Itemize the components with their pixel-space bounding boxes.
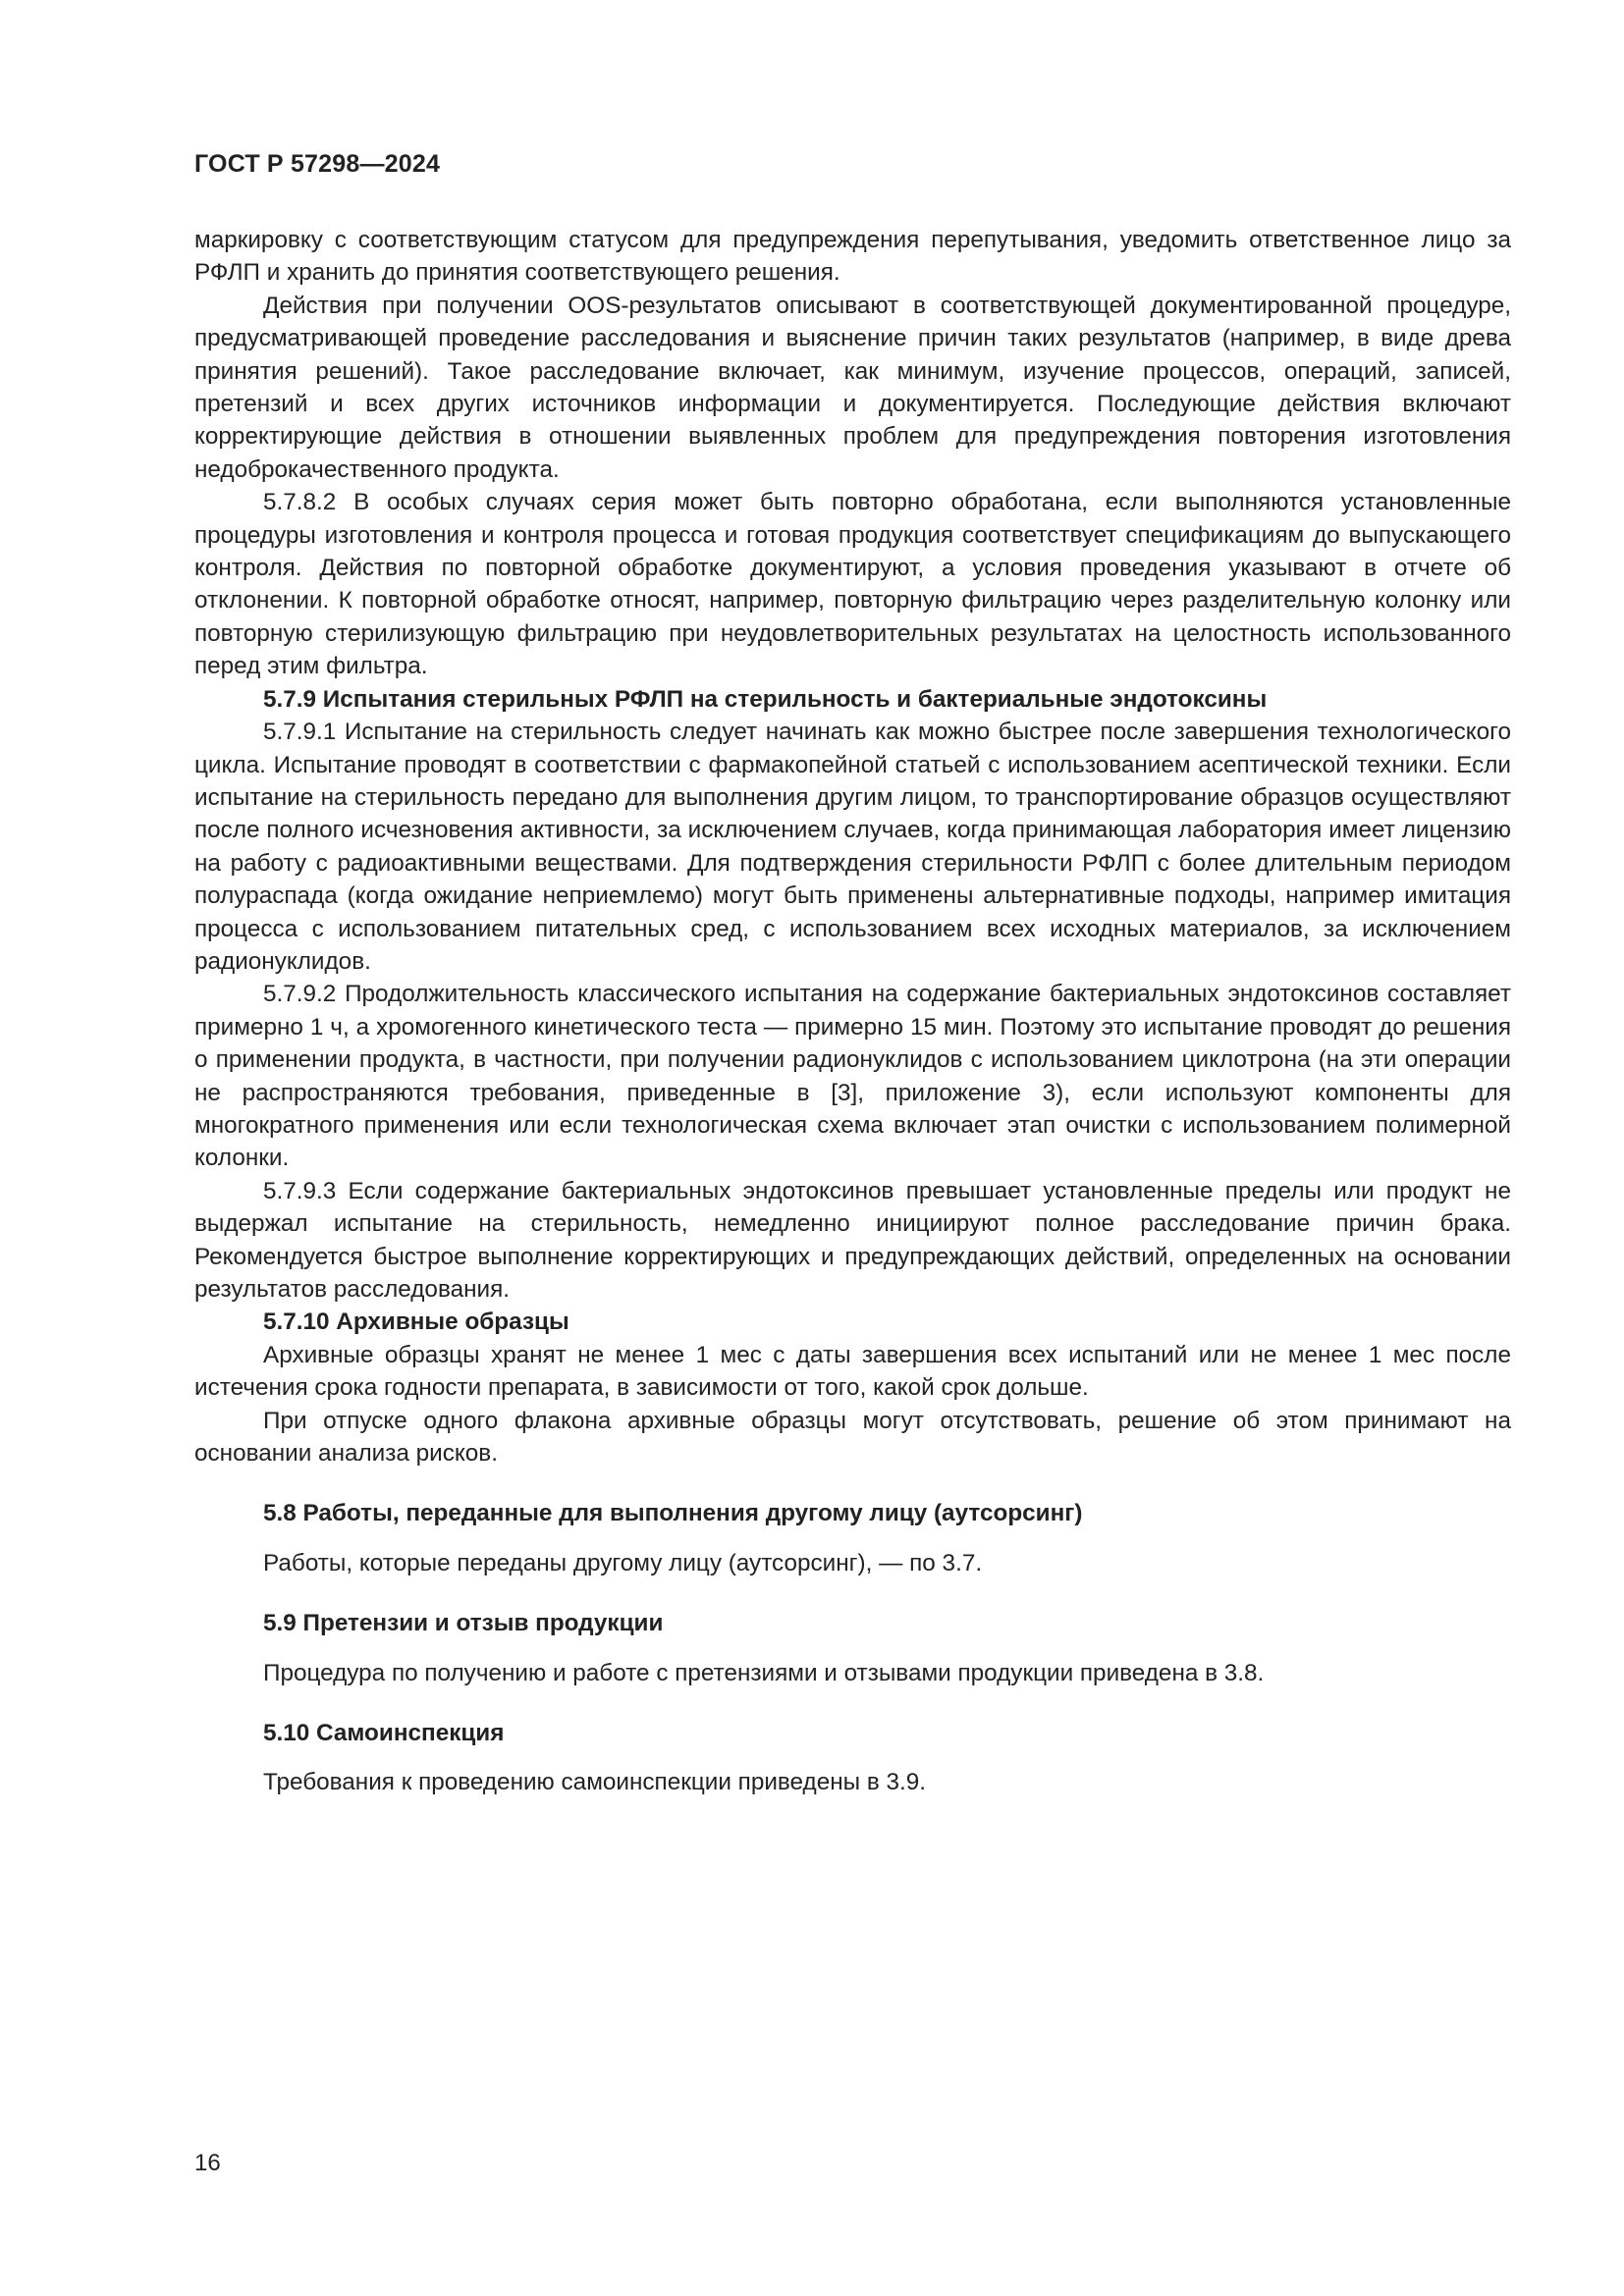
paragraph-5-7-9-3: 5.7.9.3 Если содержание бактериальных эндотоксинов превышает установленные пределы или продукт не выдержал испытание на стерильность, немедленно инициируют полное расследование причин брака. Рекомендуется быстрое выполнение корректирующих и предупреждающих действий, определенных на основании результатов расследования. (194, 1177, 1511, 1303)
paragraph-archive-samples: Архивные образцы хранят не менее 1 мес с даты завершения всех испытаний или не менее 1 мес после истечения срока годности препарата, в зависимости от того, какой срок дольше. (194, 1341, 1511, 1402)
heading-5-7-9: 5.7.9 Испытания стерильных РФЛП на стерильность и бактериальные эндотоксины (263, 685, 1268, 713)
paragraph-continuation: маркировку с соответствующим статусом для предупреждения перепутывания, уведомить ответственное лицо за РФЛП и хранить до принятия соответствующего решения. (194, 227, 1511, 287)
section-paragraph-5-10: Требования к проведению самоинспекции приведены в 3.9. (263, 1769, 927, 1796)
document-id-header: ГОСТ Р 57298—2024 (194, 150, 441, 178)
section-heading-5-10: 5.10 Самоинспекция (263, 1720, 505, 1747)
paragraph-5-7-9-1: 5.7.9.1 Испытание на стерильность следует начинать как можно быстрее после завершения технологического цикла. Испытание проводят в соответствии с фармакопейной статьей с использованием асептической техники. Если испытание на стерильность передано для выполнения другим лицом, то транспортирование образцов осуществляют после полного исчезновения активности, за исключением случаев, когда принимающая лаборатория имеет лицензию на работу с радиоактивными веществами. Для подтверждения стерильности РФЛП с более длительным периодом полураспада (когда ожидание неприемлемо) могут быть применены альтернативные подходы, например имитация процесса с использованием питательных сред, с использованием всех исходных материалов, за исключением радионуклидов. (194, 719, 1511, 975)
section-heading-5-9: 5.9 Претензии и отзыв продукции (263, 1610, 664, 1637)
paragraph-5-7-8-2: 5.7.8.2 В особых случаях серия может быть повторно обработана, если выполняются установленные процедуры изготовления и контроля процесса и готовая продукция соответствует спецификациям до выпускающего контроля. Действия по повторной обработке документируют, а условия проведения указывают в отчете об отклонении. К повторной обработке относят, например, повторную фильтрацию через разделительную колонку или повторную стерилизующую фильтрацию при неудовлетворительных результатах на целостность использованного перед этим фильтра. (194, 489, 1511, 680)
document-body (194, 224, 1511, 1799)
paragraph-single-vial: При отпуске одного флакона архивные образцы могут отсутствовать, решение об этом принимают на основании анализа рисков. (194, 1407, 1511, 1468)
paragraph-5-7-9-2: 5.7.9.2 Продолжительность классического испытания на содержание бактериальных эндотоксинов составляет примерно 1 ч, а хромогенного кинетического теста — примерно 15 мин. Поэтому это испытание проводят до решения о применении продукта, в частности, при получении радионуклидов с использованием циклотрона (на эти операции не распространяются требования, приведенные в [3], приложение 3), если используют компоненты для многократного применения или если технологическая схема включает этап очистки с использованием полимерной колонки. (194, 981, 1511, 1172)
page-number: 16 (194, 2150, 221, 2176)
section-heading-5-8: 5.8 Работы, переданные для выполнения другому лицу (аутсорсинг) (263, 1500, 1083, 1527)
heading-5-7-10: 5.7.10 Архивные образцы (263, 1308, 569, 1336)
paragraph-oos-actions: Действия при получении OOS-результатов описывают в соответствующей документированной процедуре, предусматривающей проведение расследования и выяснение причин таких результатов (например, в виде древа принятия решений). Такое расследование включает, как минимум, изучение процессов, операций, записей, претензий и всех других источников информации и документируется. Последующие действия включают корректирующие действия в отношении выявленных проблем для предупреждения повторения изготовления недоброкачественного продукта. (194, 292, 1511, 483)
section-paragraph-5-8: Работы, которые переданы другому лицу (аутсорсинг), — по 3.7. (263, 1549, 983, 1576)
section-paragraph-5-9: Процедура по получению и работе с претензиями и отзывами продукции приведена в 3.8. (263, 1659, 1265, 1686)
